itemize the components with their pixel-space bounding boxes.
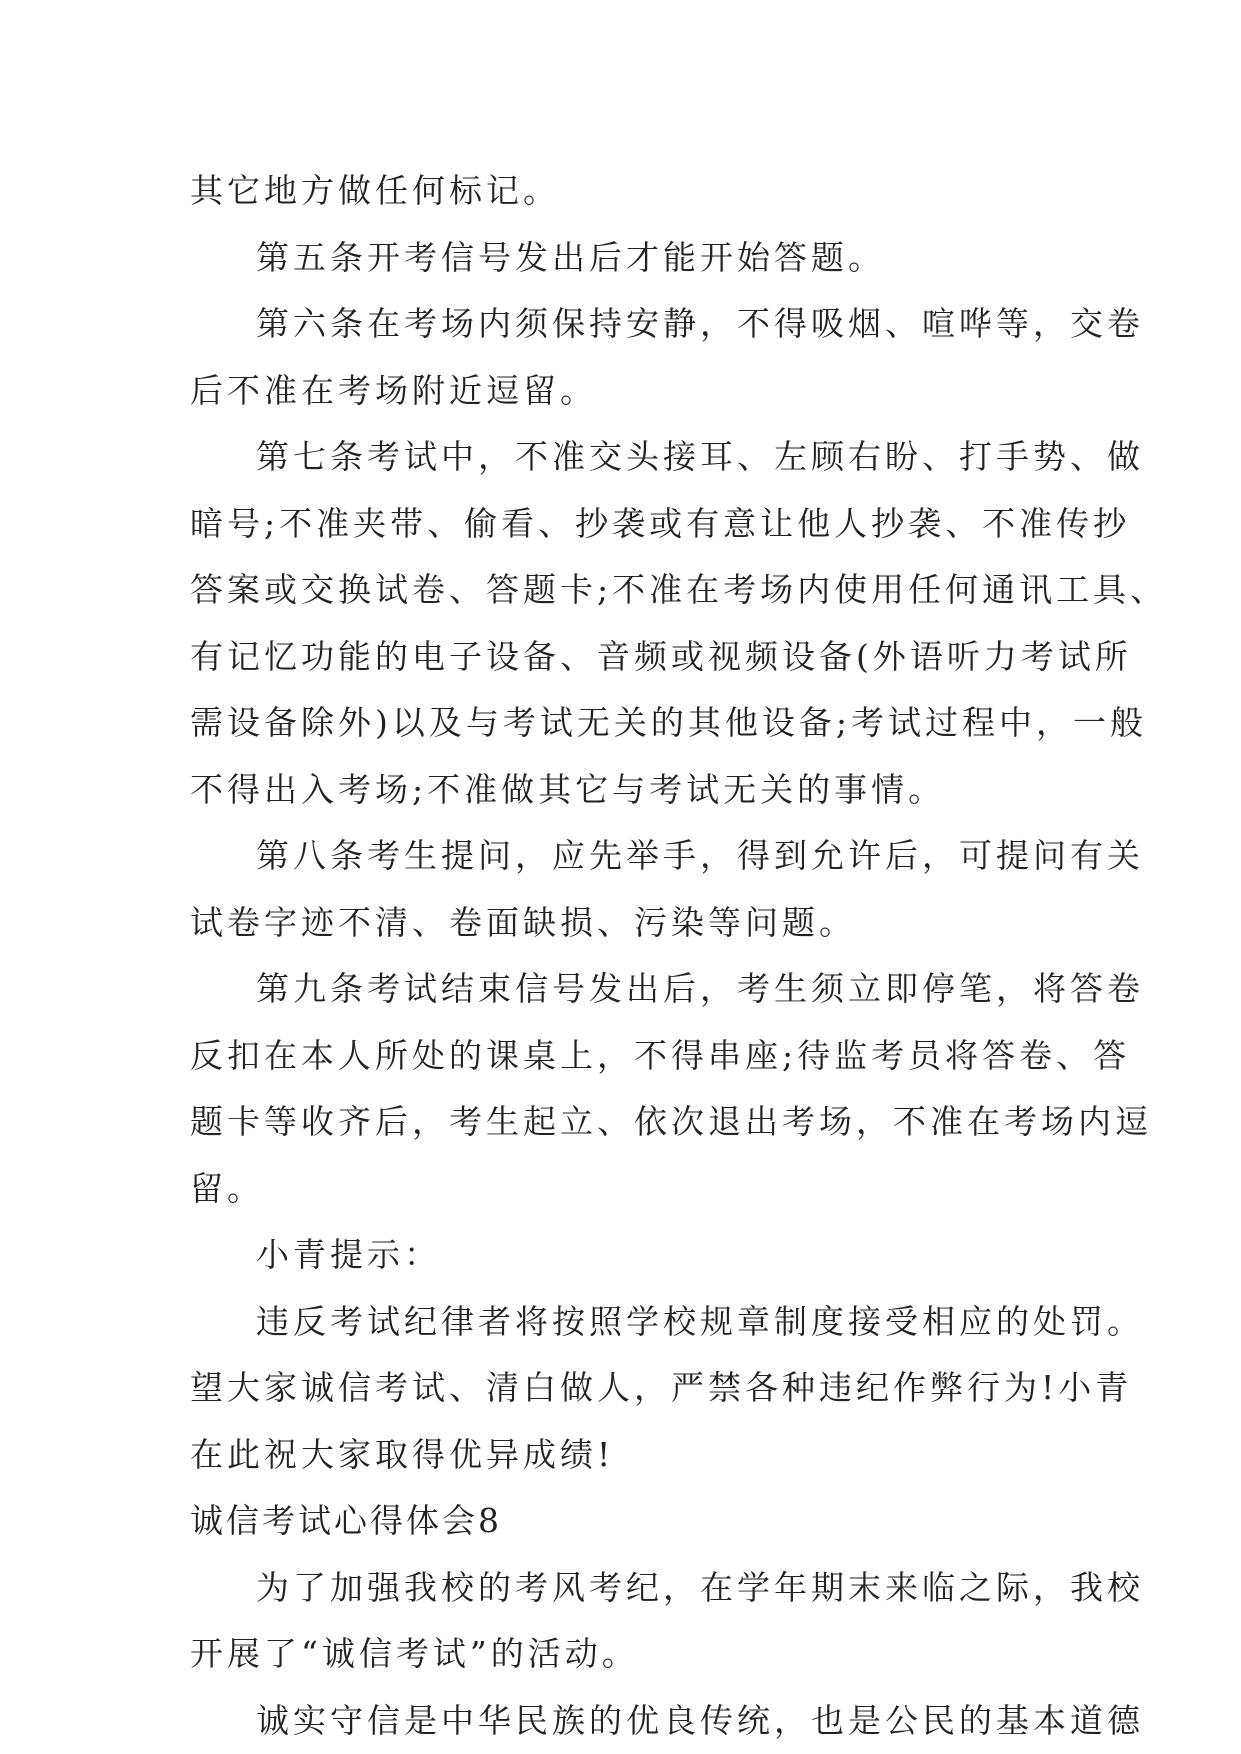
- text-line: 诚实守信是中华民族的优良传统，也是公民的基本道德: [256, 1700, 1144, 1740]
- text-line: 在此祝大家取得优异成绩!: [190, 1434, 615, 1474]
- text-line: 为了加强我校的考风考纪，在学年期末来临之际，我校: [256, 1567, 1144, 1607]
- text-line: 需设备除外)以及与考试无关的其他设备;考试过程中，一般: [190, 703, 1147, 742]
- text-line: 第九条考试结束信号发出后，考生须立即停笔，将答卷: [256, 969, 1144, 1008]
- section-heading: 诚信考试心得体会8: [190, 1501, 502, 1540]
- text-line: 题卡等收齐后，考生起立、依次退出考场，不准在考场内逗: [190, 1102, 1152, 1141]
- text-line: 开展了“诚信考试”的活动。: [190, 1634, 639, 1673]
- text-line: 留。: [190, 1168, 264, 1208]
- text-line: 其它地方做任何标记。: [190, 171, 560, 210]
- text-line: 小青提示：: [256, 1235, 441, 1274]
- document-body: [190, 158, 1168, 1754]
- text-line: 不得出入考场;不准做其它与考试无关的事情。: [190, 769, 946, 809]
- text-line: 第七条考试中，不准交头接耳、左顾右盼、打手势、做: [256, 437, 1144, 476]
- text-line: 后不准在考场附近逗留。: [190, 370, 597, 410]
- text-line: 违反考试纪律者将按照学校规章制度接受相应的处罚。: [256, 1301, 1144, 1341]
- text-line: 第六条在考场内须保持安静，不得吸烟、喧哗等，交卷: [256, 304, 1144, 343]
- text-line: 望大家诚信考试、清白做人，严禁各种违纪作弊行为!小青: [190, 1368, 1133, 1407]
- text-line: 第五条开考信号发出后才能开始答题。: [256, 237, 885, 277]
- text-line: 答案或交换试卷、答题卡;不准在考场内使用任何通讯工具、: [190, 570, 1168, 609]
- text-line: 有记忆功能的电子设备、音频或视频设备(外语听力考试所: [190, 636, 1132, 676]
- text-line: 第八条考生提问，应先举手，得到允许后，可提问有关: [256, 836, 1144, 875]
- text-line: 试卷字迹不清、卷面缺损、污染等问题。: [190, 902, 856, 942]
- text-line: 反扣在本人所处的课桌上，不得串座;待监考员将答卷、答: [190, 1035, 1131, 1075]
- text-line: 暗号;不准夹带、偷看、抄袭或有意让他人抄袭、不准传抄: [190, 503, 1131, 543]
